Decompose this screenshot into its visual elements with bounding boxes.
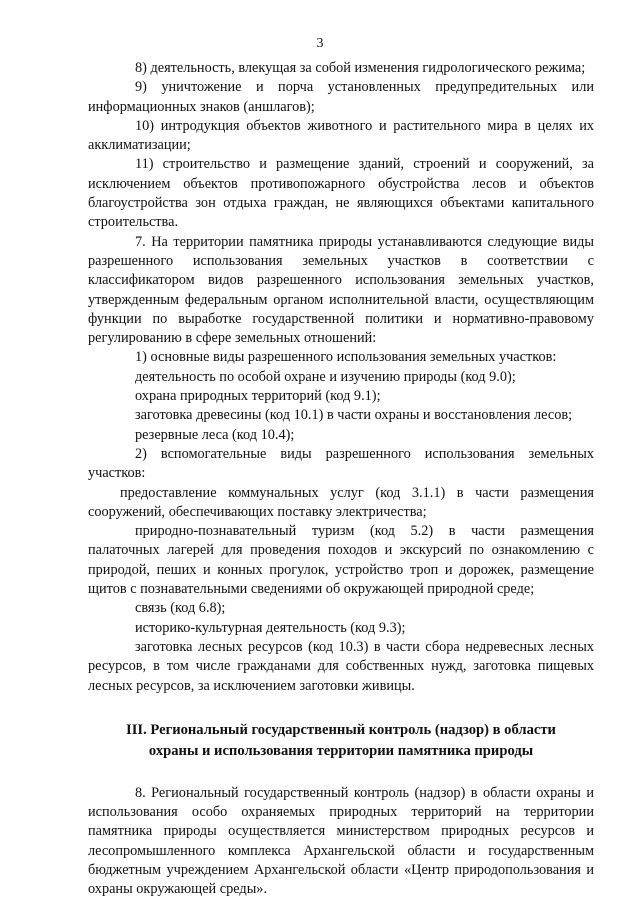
section-heading: [88, 720, 594, 762]
document-body: [88, 59, 594, 900]
paragraph-aux-use-3: связь (код 6.8);: [135, 600, 226, 617]
paragraph-aux-use-5: заготовка лесных ресурсов (код 10.3) в части сбора недревесных лесных ресурсов, в том числе гражданами для собственных нужд, заготовка пищевых лесных ресурсов, за исключением заготовки живицы.: [88, 638, 594, 694]
section-heading-line-1: III. Региональный государственный контроль (надзор) в области: [126, 721, 556, 738]
paragraph-aux-use-4: историко-культурная деятельность (код 9.3);: [135, 619, 406, 636]
paragraph-main-use-3: заготовка древесины (код 10.1) в части охраны и восстановления лесов;: [135, 407, 573, 424]
paragraph-item-10: 10) интродукция объектов животного и растительного мира в целях их акклиматизации;: [88, 117, 594, 154]
paragraph-clause-7: 7. На территории памятника природы устанавливаются следующие виды разрешенного использования земельных участков в соответствии с классификатором видов разрешенного использования земельных участков, утвержденным федеральным органом исполнительной власти, осуществляющим функции по выработке государственной политики и нормативно-правовому регулированию в сфере земельных отношений:: [88, 233, 594, 347]
paragraph-main-uses-heading: 1) основные виды разрешенного использования земельных участков:: [135, 349, 557, 366]
paragraph-main-use-2: охрана природных территорий (код 9.1);: [135, 388, 381, 405]
paragraph-main-use-4: резервные леса (код 10.4);: [135, 426, 295, 443]
paragraph-item-11: 11) строительство и размещение зданий, строений и сооружений, за исключением объектов противопожарного обустройства лесов и объектов благоустройства зон отдыха граждан, не являющихся объектами капитального строительства.: [88, 156, 594, 231]
paragraph-main-use-1: деятельность по особой охране и изучению природы (код 9.0);: [135, 368, 516, 385]
page-number: 3: [316, 36, 324, 51]
paragraph-item-8: 8) деятельность, влекущая за собой изменения гидрологического режима;: [135, 60, 586, 76]
paragraph-clause-8: 8. Региональный государственный контроль (надзор) в области охраны и использования особо охраняемых природных территорий на территории памятника природы осуществляется министерством природных ресурсов и лесопромышленного комплекса Архангельской области и государственным бюджетным учреждением Архангельской области «Центр природопользования и охраны окружающей среды».: [88, 784, 594, 898]
paragraph-aux-uses-heading: 2) вспомогательные виды разрешенного использования земельных участков:: [88, 445, 594, 482]
paragraph-aux-use-1: предоставление коммунальных услуг (код 3.1.1) в части размещения сооружений, обеспечивающих поставку электричества;: [88, 484, 594, 520]
paragraph-aux-use-2: природно-познавательный туризм (код 5.2) в части размещения палаточных лагерей для проведения походов и экскурсий по ознакомлению с природой, пеших и конных прогулок, устройство троп и дорожек, размещение щитов с познавательными сведениями об окружающей природной среде;: [88, 523, 594, 598]
paragraph-item-9: 9) уничтожение и порча установленных предупредительных или информационных знаков (аншлагов);: [88, 79, 594, 115]
section-heading-line-2: охраны и использования территории памятника природы: [148, 742, 534, 759]
